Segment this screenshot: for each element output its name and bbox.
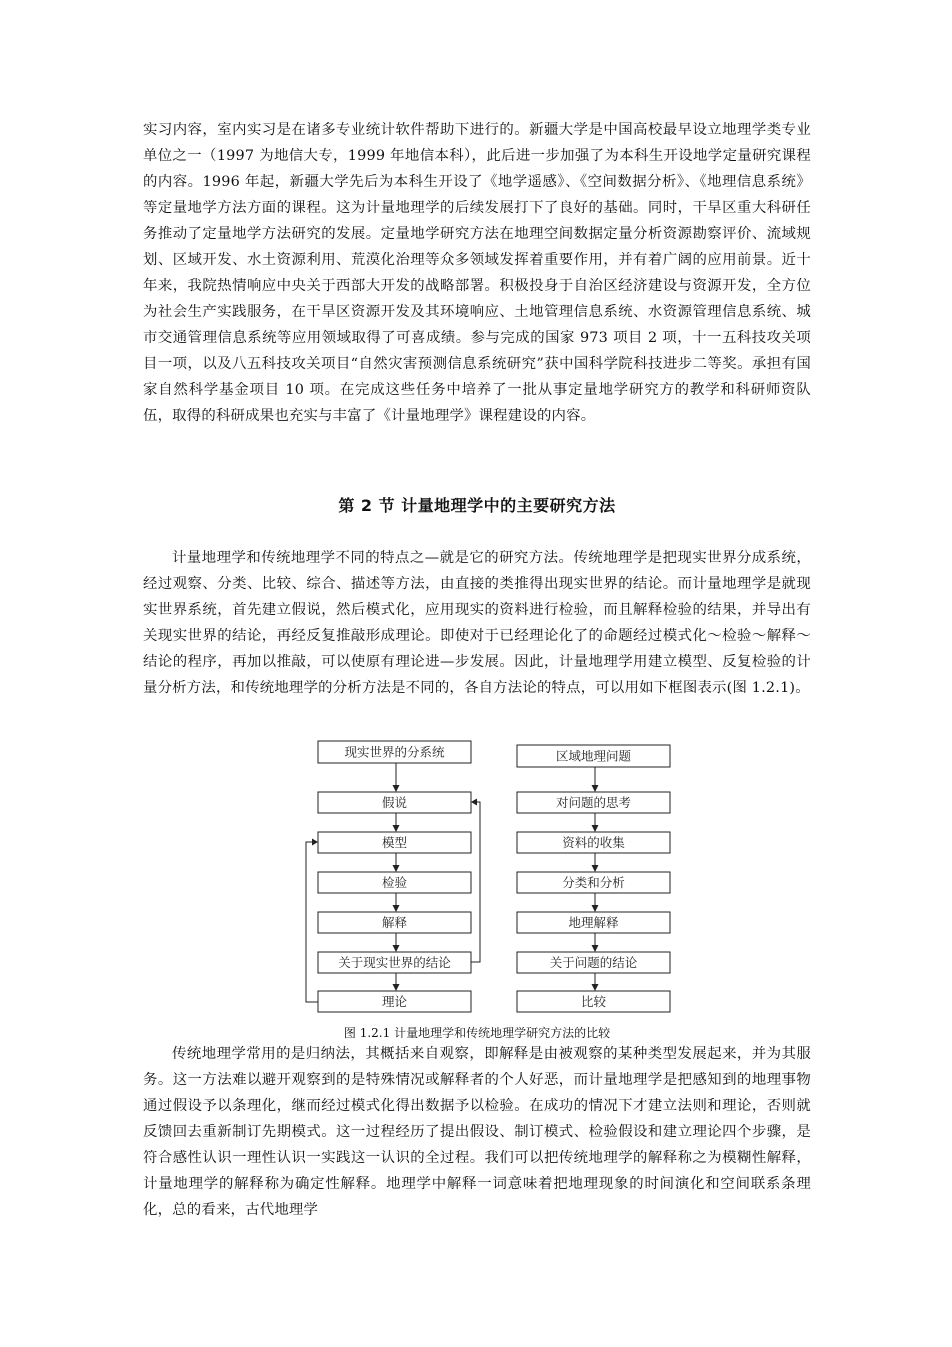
right-box-5-label: 地理解释 [568,915,619,930]
right-box-2-label: 对问题的思考 [555,795,632,810]
right-box-4-label: 分类和分析 [562,875,625,890]
right-box-3-label: 资料的收集 [562,835,625,850]
feedback-loop-left [306,839,318,1003]
figure-caption: 图 1.2.1 计量地理学和传统地理学研究方法的比较 [343,1026,611,1040]
left-column [306,741,480,1012]
left-box-7-label: 理论 [381,994,408,1009]
section-title: 第 2 节 计量地理学中的主要研究方法 [338,496,616,515]
right-box-6-label: 关于问题的结论 [549,955,638,970]
left-box-3-label: 模型 [381,835,408,850]
left-box-2-label: 假说 [381,795,408,810]
right-box-1-label: 区域地理问题 [555,748,632,764]
paragraph-intro-continuation: 实习内容，室内实习是在诸多专业统计软件帮助下进行的。新疆大学是中国高校最早设立地理学类专业单位之一（1997 为地信大专，1999 年地信本科），此后进一步加强了为本科生开设地学定量研究课程的内容。1996 年起，新疆大学先后为本科生开设了《地学遥感》、《空间数据分析》、《地理信息系统》等定量地学方法方面的课程。这为计量地理学的后续发展打下了良好的基础。同时，干旱区重大科研任务推动了定量地学方法研究的发展。定量地学研究方法在地理空间数据定量分析资源勘察评价、流域规划、区域开发、水土资源利用、荒漠化治理等众多领域发挥着重要作用，并有着广阔的应用前景。近十年来，我院热情响应中央关于西部大开发的战略部署。积极投身于自治区经济建设与资源开发，全方位为社会生产实践服务，在干旱区资源开发及其环境响应、土地管理信息系统、水资源管理信息系统、城市交通管理信息系统等应用领域取得了可喜成绩。参与完成的国家 973 项目 2 项，十一五科技攻关项目一项，以及八五科技攻关项目“自然灾害预测信息系统研究”获中国科学院科技进步二等奖。承担有国家自然科学基金项目 10 项。在完成这些任务中培养了一批从事定量地学研究方的教学和科研师资队伍，取得的科研成果也充实与丰富了《计量地理学》课程建设的内容。 [143,122,811,424]
paragraph-methods-intro: 计量地理学和传统地理学不同的特点之—就是它的研究方法。传统地理学是把现实世界分成系统，经过观察、分类、比较、综合、描述等方法，由直接的类推得出现实世界的结论。而计量地理学是就现实世界系统，首先建立假说，然后模式化，应用现实的资料进行检验，而且解释检验的结果，并导出有关现实世界的结论，再经反复推敲形成理论。即使对于已经理论化了的命题经过模式化～检验～解释～结论的程序，再加以推敲，可以使原有理论进—步发展。因此，计量地理学用建立模型、反复检验的计量分析方法，和传统地理学的分析方法是不同的，各自方法论的特点，可以用如下框图表示(图 1.2.1)。 [143,550,811,696]
left-box-6-label: 关于现实世界的结论 [338,955,451,970]
paragraph-traditional-method: 传统地理学常用的是归纳法，其概括来自观察，即解释是由被观察的某种类型发展起来，并为其服务。这一方法难以避开观察到的是特殊情况或解释者的个人好恶，而计量地理学是把感知到的地理事物通过假设予以条理化，继而经过模式化得出数据予以检验。在成功的情况下才建立法则和理论，否则就反馈回去重新制订先期模式。这一过程经历了提出假设、制订模式、检验假设和建立理论四个步骤，是符合感性认识一理性认识一实践这一认识的全过程。我们可以把传统地理学的解释称之为模糊性解释，计量地理学的解释称为确定性解释。地理学中解释一词意味着把地理现象的时间演化和空间联系条理化，总的看来，古代地理学 [143,1046,811,1218]
left-box-4-label: 检验 [381,875,408,890]
left-box-1-label: 现实世界的分系统 [344,744,445,760]
left-box-5-label: 解释 [381,915,408,930]
right-column [517,745,670,1012]
right-box-7-label: 比较 [580,994,607,1009]
methods-comparison-diagram [300,737,690,1019]
feedback-loop-right [471,799,480,963]
